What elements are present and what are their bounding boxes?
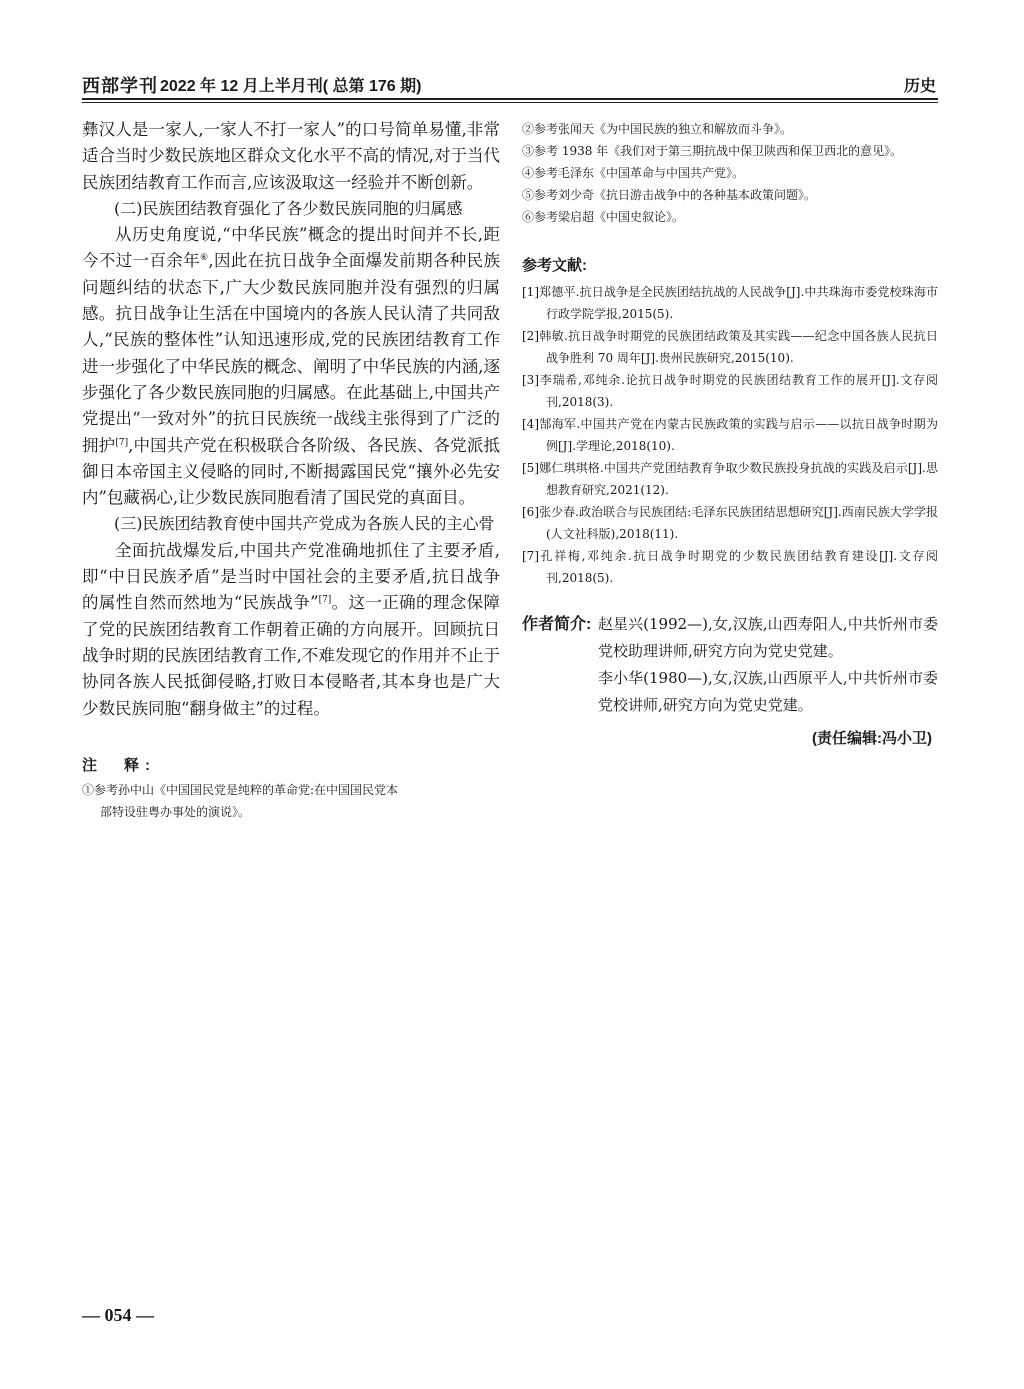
section-title: 历史	[903, 78, 936, 95]
citation-ref: [7]	[115, 437, 129, 448]
citation-ref: [7]	[318, 595, 332, 606]
subheading-3: (三)民族团结教育使中国共产党成为各族人民的主心骨	[114, 514, 495, 534]
note-6: ⑥参考梁启超《中国史叙论》。	[522, 210, 685, 224]
note-5: ⑤参考刘少奇《抗日游击战争中的各种基本政策问题》。	[522, 188, 817, 202]
author-bio-2: 李小华(1980—),女,汉族,山西原平人,中共忻州市委党校讲师,研究方向为党史党建。	[598, 669, 938, 714]
reference-item: [5]娜仁琪琪格.中国共产党团结教育争取少数民族投身抗战的实践及启示[J].思想教育研究,2021(12).	[522, 461, 938, 497]
page-header	[82, 70, 938, 100]
paragraph-2: 从历史角度说,“中华民族”概念的提出时间并不长,距今不过一百余年⑥,因此在抗日战争全面爆发前期各种民族问题纠结的状态下,广大少数民族同胞并没有强烈的归属感。抗日战争让生活在中国境内的各族人民认清了共同敌人,“民族的整体性”认知迅速形成,党的民族团结教育工作进一步强化了中华民族的概念、阐明了中华民族的内涵,逐步强化了各少数民族同胞的归属感。在此基础上,中国共产党提出“一致对外”的抗日民族统一战线主张得到了广泛的拥护[7],中国共产党在积极联合各阶级、各民族、各党派抵御日本帝国主义侵略的同时,不断揭露国民党“攘外必先安内”包藏祸心,让少数民族同胞看清了国民党的真面目。	[82, 225, 501, 508]
author-bio-label: 作者简介:	[522, 616, 592, 633]
header-rule	[82, 98, 938, 100]
page-number: — 054 —	[82, 1305, 154, 1325]
header-rule-thin	[82, 102, 938, 103]
journal-logo: 西部学刊	[82, 76, 158, 96]
author-bio-1: 赵星兴(1992—),女,汉族,山西寿阳人,中共忻州市委党校助理讲师,研究方向为党史党建。	[598, 615, 938, 660]
note-1: ①参考孙中山《中国国民党是纯粹的革命党:在中国国民党本 部特设驻粤办事处的演说》。	[82, 782, 399, 819]
right-column	[522, 118, 938, 748]
note-2: ②参考张闻天《为中国民族的独立和解放而斗争》。	[522, 122, 793, 136]
note-4: ④参考毛泽东《中国革命与中国共产党》。	[522, 166, 745, 180]
note-3: ③参考 1938 年《我们对于第三期抗战中保卫陕西和保卫西北的意见》。	[522, 144, 903, 158]
reference-item: [6]张少春.政治联合与民族团结:毛泽东民族团结思想研究[J].西南民族大学学报(人文社科版),2018(11).	[522, 505, 938, 541]
responsible-editor: (责任编辑:冯小卫)	[812, 730, 932, 747]
issue-info: 2022 年 12 月上半月刊( 总第 176 期)	[160, 78, 422, 95]
reference-item: [3]李瑞希,邓纯余.论抗日战争时期党的民族团结教育工作的展开[J].文存阅刊,2018(3).	[522, 373, 938, 409]
notes-heading: 注 释:	[82, 756, 156, 774]
reference-item: [4]郜海军.中国共产党在内蒙古民族政策的实践与启示——以抗日战争时期为例[J].学理论,2018(10).	[522, 417, 938, 453]
author-bio-text	[598, 611, 938, 719]
reference-item: [2]韩敏.抗日战争时期党的民族团结政策及其实践——纪念中国各族人民抗日战争胜利 70 周年[J].贵州民族研究,2015(10).	[522, 329, 938, 365]
reference-item: [7]孔祥梅,邓纯余.抗日战争时期党的少数民族团结教育建设[J].文存阅刊,2018(5).	[522, 549, 938, 585]
left-column	[82, 117, 500, 823]
paragraph-1: 彝汉人是一家人,一家人不打一家人”的口号简单易懂,非常适合当时少数民族地区群众文化水平不高的情况,对于当代民族团结教育工作而言,应该汲取这一经验并不断创新。	[82, 120, 500, 192]
reference-item: [1]郑德平.抗日战争是全民族团结抗战的人民战争[J].中共珠海市委党校珠海市行政学院学报,2015(5).	[522, 285, 938, 321]
references-heading: 参考文献:	[522, 257, 587, 274]
paragraph-3: 全面抗战爆发后,中国共产党准确地抓住了主要矛盾,即“中日民族矛盾”是当时中国社会的主要矛盾,抗日战争的属性自然而然地为“民族战争”[7]。这一正确的理念保障了党的民族团结教育工作朝着正确的方向展开。回顾抗日战争时期的民族团结教育工作,不难发现它的作用并不止于协同各族人民抵御侵略,打败日本侵略者,其本身也是广大少数民族同胞“翻身做主”的过程。	[82, 540, 501, 718]
footnote-ref: ⑥	[199, 253, 209, 264]
author-bio	[522, 611, 938, 719]
subheading-2: (二)民族团结教育强化了各少数民族同胞的归属感	[114, 198, 463, 218]
